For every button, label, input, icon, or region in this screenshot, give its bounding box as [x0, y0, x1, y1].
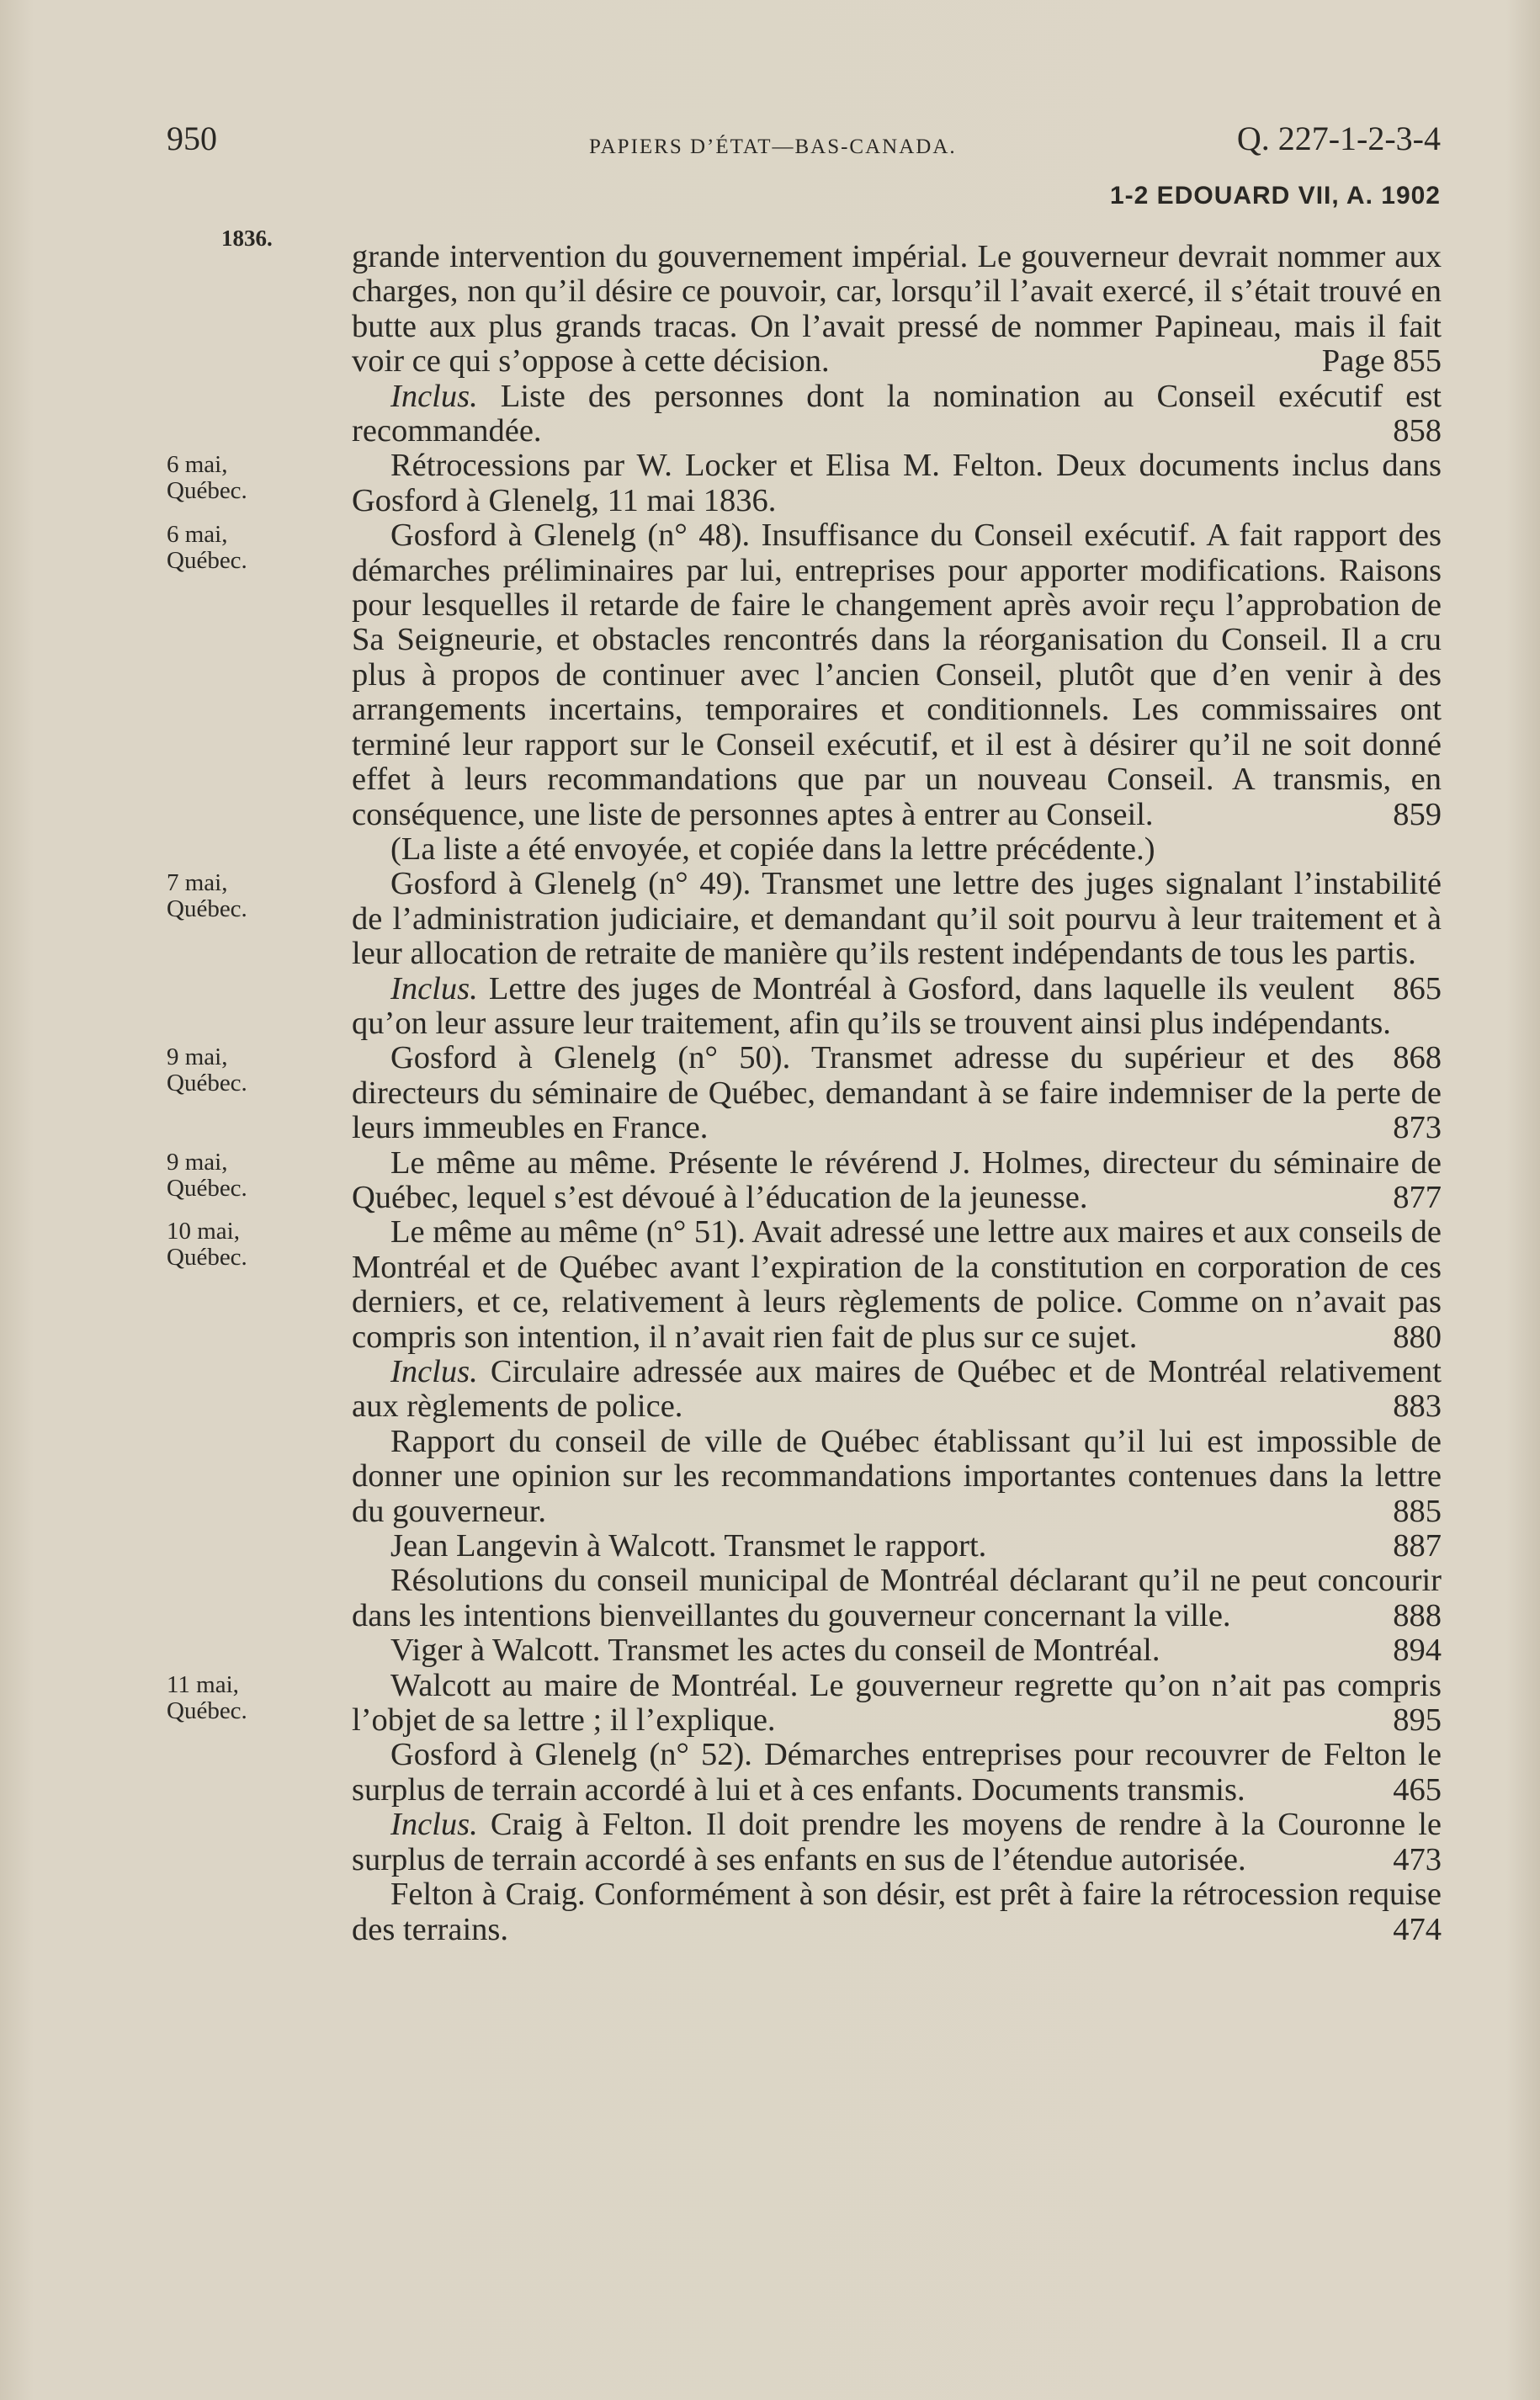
inclusion-label: Inclus.	[390, 1354, 478, 1389]
paragraph-text: Gosford à Glenelg (n° 48). Insuffisance du Conseil exécutif. A fait rapport des démarches préliminaires par lui, entreprises pour apporter modifications. Raisons pour lesquelles il retarde de faire le changement après avoir reçu l’approbation de Sa Seigneurie, et obstacles rencontrés dans la réorganisation du Conseil. Il a cru plus à propos de continuer avec l’ancien Conseil, plutôt que d’en venir à des arrangements incertains, temporaires et conditionnels. Les commissaires ont terminé leur rapport sur le Conseil exécutif, et il est à désirer qu’il ne soit donné effet à leurs recommandations que par un nouveau Conseil. A transmis, en conséquence, une liste de personnes aptes à entrer au Conseil.	[352, 518, 1442, 832]
page-number: 950	[167, 119, 217, 157]
calendar-entries	[0, 240, 1540, 1947]
entry-text	[352, 240, 1442, 449]
running-title: PAPIERS D’ÉTAT—BAS-CANADA.	[589, 135, 957, 158]
inclusion-label: Inclus.	[390, 1807, 478, 1843]
entry-day: 9 mai,	[167, 1043, 228, 1071]
paragraph-text: Walcott au maire de Montréal. Le gouverneur regrette qu’on n’ait pas compris l’objet de sa lettre ; il l’explique.	[352, 1667, 1442, 1739]
paragraph-text: Le même au même (n° 51). Avait adressé une lettre aux maires et aux conseils de Montréal et de Québec avant l’expiration de la constitution en corporation de ces derniers, et ce, relativement à leurs règlements de police. Comme on n’avait pas compris son intention, il n’avait rien fait de plus sur ce sujet.	[352, 1214, 1442, 1355]
entry-day: 10 mai,	[167, 1218, 240, 1245]
entry-paragraph	[352, 1146, 1442, 1216]
page-reference: 473	[1393, 1841, 1442, 1877]
paragraph-text: Rapport du conseil de ville de Québec établissant qu’il lui est impossible de donner une opinion sur les recommandations importantes contenues dans la lettre du gouverneur.	[352, 1423, 1442, 1529]
entry-place: Québec.	[167, 1174, 247, 1202]
archive-reference: Q. 227-1-2-3-4	[1236, 119, 1441, 157]
entry-paragraph	[352, 832, 1442, 867]
entry-day: 9 mai,	[167, 1148, 228, 1176]
entry-text	[352, 518, 1442, 867]
paragraph-text: Viger à Walcott. Transmet les actes du conseil de Montréal.	[390, 1633, 1160, 1669]
entry-day: 6 mai,	[167, 521, 228, 549]
calendar-entry	[0, 1041, 1540, 1145]
entry-paragraph	[352, 1669, 1442, 1739]
entry-place: Québec.	[167, 1070, 247, 1097]
entry-text	[352, 866, 1442, 1076]
entry-paragraph	[352, 1633, 1442, 1668]
paragraph-text: Liste des personnes dont la nomination au Conseil exécutif est recommandée.	[352, 378, 1442, 449]
entry-text	[352, 449, 1442, 518]
entry-paragraph	[352, 1425, 1442, 1529]
calendar-entry	[0, 518, 1540, 867]
calendar-entry	[0, 1146, 1540, 1216]
page-reference: 885	[1393, 1493, 1442, 1529]
entry-paragraph	[352, 1041, 1442, 1145]
entry-paragraph	[352, 518, 1442, 832]
entry-day: 11 mai,	[167, 1670, 239, 1698]
paragraph-text: Lettre des juges de Montréal à Gosford, dans laquelle ils veulent qu’on leur assure leur traitement, afin qu’ils se trouvent ainsi plus indépendants.	[352, 970, 1391, 1041]
entry-place: Québec.	[167, 547, 247, 575]
entry-text	[352, 1669, 1442, 1947]
entry-date	[167, 1672, 318, 1724]
page-reference: 474	[1393, 1911, 1442, 1947]
entry-paragraph	[352, 1738, 1442, 1808]
paragraph-text: Le même au même. Présente le révérend J. Holmes, directeur du séminaire de Québec, lequel s’est dévoué à l’éducation de la jeunesse.	[352, 1144, 1442, 1215]
entry-date	[167, 1150, 318, 1202]
page-reference: 868	[1393, 1040, 1442, 1076]
entry-paragraph	[352, 1808, 1442, 1877]
paragraph-text: Craig à Felton. Il doit prendre les moyens de rendre à la Couronne le surplus de terrain accordé à ses enfants en sus de l’étendue autorisée.	[352, 1807, 1442, 1877]
paragraph-text: Résolutions du conseil municipal de Montréal déclarant qu’il ne peut concourir dans les intentions bienveillantes du gouverneur concernant la ville.	[352, 1563, 1442, 1633]
entry-date	[167, 1044, 318, 1096]
entry-day: 6 mai,	[167, 451, 228, 479]
entry-paragraph	[352, 380, 1442, 449]
entry-paragraph	[352, 1215, 1442, 1355]
page-reference: 873	[1393, 1110, 1442, 1146]
entry-paragraph	[352, 970, 1442, 1076]
entry-place: Québec.	[167, 1696, 247, 1724]
entry-paragraph	[352, 1877, 1442, 1947]
entry-paragraph	[352, 1529, 1442, 1564]
page-reference: 887	[1393, 1528, 1442, 1564]
page-reference: 894	[1393, 1633, 1442, 1669]
entry-place: Québec.	[167, 895, 247, 923]
paragraph-text: Gosford à Glenelg (n° 49). Transmet une lettre des juges signalant l’instabilité de l’administration judiciaire, et demandant qu’il soit pourvu à leur traitement et à leur allocation de retraite de manière qu’ils restent indépendants de tous les partis.	[352, 866, 1442, 972]
calendar-entry	[0, 240, 1540, 449]
entry-place: Québec.	[167, 477, 247, 505]
entry-paragraph	[352, 240, 1442, 380]
inclusion-label: Inclus.	[390, 970, 478, 1006]
entry-date	[167, 452, 318, 504]
paragraph-text: grande intervention du gouvernement impérial. Le gouverneur devrait nommer aux charges, non qu’il désire ce pouvoir, car, lorsqu’il l’avait exercé, il s’était trouvé en butte aux plus grands tracas. On l’avait pressé de nommer Papineau, mais il fait voir ce qui s’oppose à cette décision.	[352, 239, 1442, 380]
year-marker: 1836.	[221, 226, 273, 251]
page-reference: 880	[1393, 1319, 1442, 1355]
paragraph-text: (La liste a été envoyée, et copiée dans la lettre précédente.)	[390, 831, 1155, 867]
entry-date	[167, 522, 318, 574]
page-reference: 877	[1393, 1179, 1442, 1215]
page-reference: Page 855	[1321, 343, 1442, 380]
calendar-entry	[0, 449, 1540, 518]
entry-paragraph	[352, 449, 1442, 518]
entry-paragraph	[352, 1564, 1442, 1633]
entry-date	[167, 1219, 318, 1271]
entry-text	[352, 1215, 1442, 1668]
entry-text	[352, 1146, 1442, 1216]
paragraph-text: Rétrocessions par W. Locker et Elisa M. Felton. Deux documents inclus dans Gosford à Glenelg, 11 mai 1836.	[352, 448, 1442, 518]
page-reference: 895	[1393, 1702, 1442, 1739]
paragraph-text: Gosford à Glenelg (n° 50). Transmet adresse du supérieur et des directeurs du séminaire de Québec, demandant à se faire indemniser de la perte de leurs immeubles en France.	[352, 1040, 1442, 1146]
paragraph-text: Jean Langevin à Walcott. Transmet le rapport.	[390, 1528, 987, 1564]
page-reference: 858	[1393, 413, 1442, 449]
page-reference: 883	[1393, 1388, 1442, 1425]
calendar-entry	[0, 1669, 1540, 1947]
inclusion-label: Inclus.	[390, 378, 478, 414]
entry-place: Québec.	[167, 1244, 247, 1272]
entry-date	[167, 870, 318, 922]
page-reference: 859	[1393, 796, 1442, 832]
entry-paragraph	[352, 1355, 1442, 1425]
paragraph-text: Felton à Craig. Conformément à son désir, est prêt à faire la rétrocession requise des terrains.	[352, 1877, 1442, 1947]
paragraph-text: Circulaire adressée aux maires de Québec et de Montréal relativement aux règlements de police.	[352, 1354, 1442, 1425]
entry-text	[352, 1041, 1442, 1145]
calendar-entry	[0, 1215, 1540, 1668]
page-reference: 888	[1393, 1597, 1442, 1633]
session-header: 1-2 EDOUARD VII, A. 1902	[1109, 182, 1441, 210]
page-reference: 865	[1393, 970, 1442, 1006]
entry-day: 7 mai,	[167, 869, 228, 897]
paragraph-text: Gosford à Glenelg (n° 52). Démarches entreprises pour recouvrer de Felton le surplus de terrain accordé à lui et à ces enfants. Documents transmis.	[352, 1737, 1442, 1808]
page-reference: 465	[1393, 1771, 1442, 1808]
